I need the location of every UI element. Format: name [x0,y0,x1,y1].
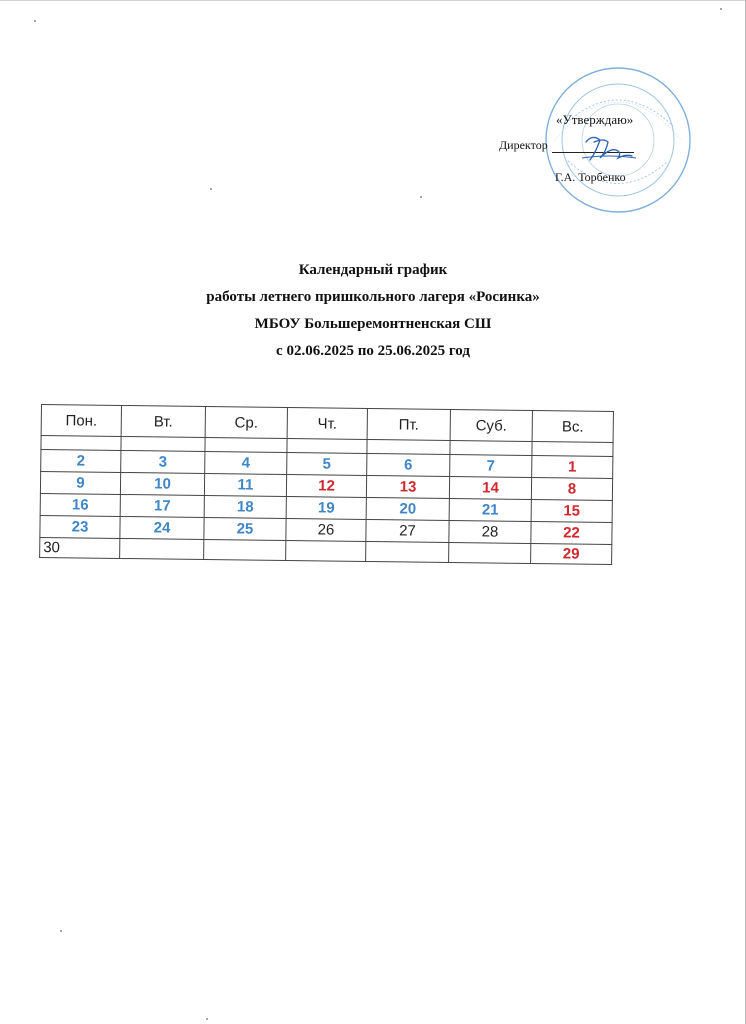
director-label: Директор [499,138,548,152]
header-monday: Пон. [41,405,121,437]
title-line-4: с 02.06.2025 по 25.06.2025 год [276,343,470,359]
scan-speck [210,188,212,190]
day-cell [204,539,286,560]
calendar-table [39,404,614,565]
day-cell: 17 [120,494,204,517]
title-line-2: работы летнего пришкольного лагеря «Росинка» [206,289,540,305]
document-title [0,257,746,365]
day-cell: 28 [449,520,531,543]
day-cell: 18 [204,496,286,519]
title-line-3: МБОУ Большеремонтненская СШ [254,316,492,332]
day-cell [449,542,531,563]
title-line-1: Календарный график [298,262,448,278]
day-cell: 6 [367,453,450,476]
day-cell [366,541,449,562]
approve-label: «Утверждаю» [556,112,634,127]
header-tuesday: Вт. [121,405,205,437]
day-cell: 10 [120,472,204,495]
header-friday: Пт. [367,408,450,440]
day-cell: 12 [286,475,366,498]
day-cell: 27 [366,519,449,542]
day-cell: 30 [40,537,120,558]
day-cell: 26 [286,519,366,542]
day-cell: 16 [40,493,120,516]
header-saturday: Суб. [450,410,532,442]
day-cell: 14 [449,476,531,499]
day-cell: 7 [450,454,532,477]
header-wednesday: Ср. [205,407,287,439]
day-cell: 3 [121,450,205,473]
day-cell: 23 [40,515,120,538]
day-cell: 21 [449,498,531,521]
scan-speck [60,930,62,932]
day-cell: 24 [120,516,204,539]
day-cell [120,538,204,559]
scan-speck [420,196,422,198]
day-cell [286,541,366,562]
scan-speck [720,8,722,10]
day-cell: 11 [204,474,286,497]
day-cell: 25 [204,518,286,541]
day-cell: 9 [40,472,120,495]
director-name: Г.А. Торбенко [555,170,626,184]
day-cell: 20 [366,497,449,520]
day-cell: 5 [287,453,367,476]
header-thursday: Чт. [287,408,367,440]
day-cell: 4 [205,452,287,475]
scan-speck [206,1018,208,1020]
day-cell: 19 [286,497,366,520]
day-cell: 22 [531,521,612,544]
scan-speck [34,20,36,22]
day-cell: 29 [531,543,612,564]
day-cell: 1 [532,456,613,479]
header-sunday: Вс. [532,411,613,443]
day-cell: 13 [366,475,449,498]
day-cell: 15 [531,499,612,522]
day-cell: 2 [41,450,121,473]
day-cell: 8 [531,477,612,500]
signature-mark [578,128,638,168]
